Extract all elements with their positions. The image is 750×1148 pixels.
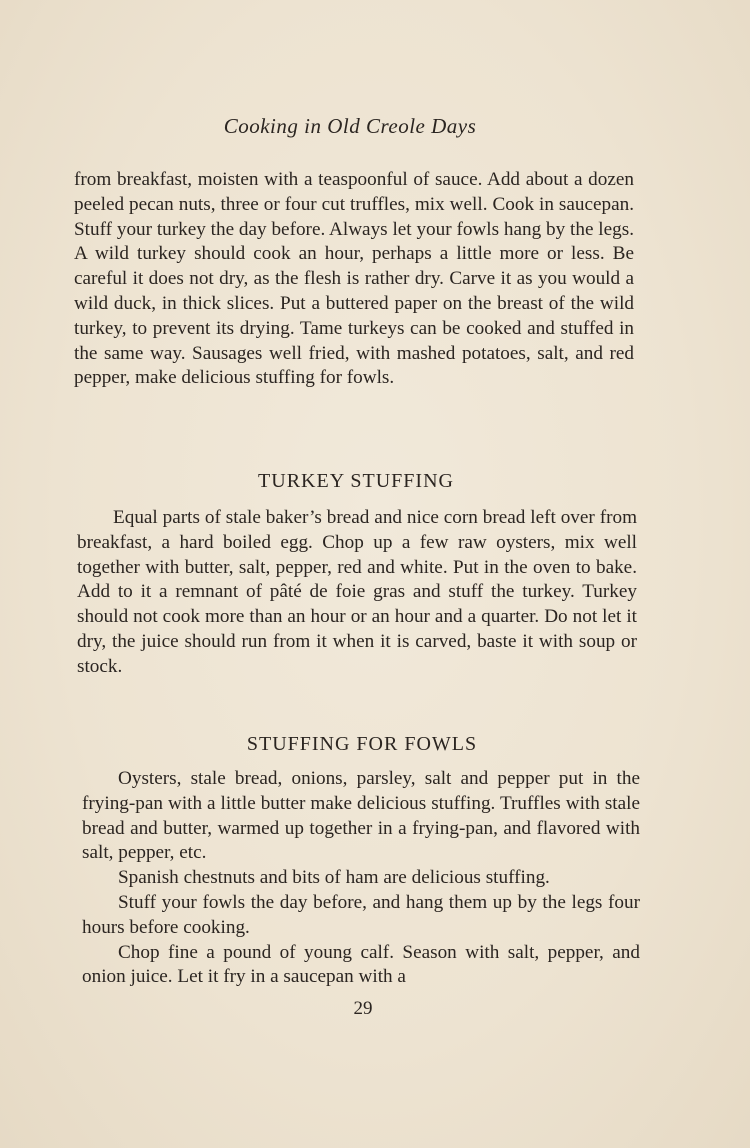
stuffing-for-fowls-text bbox=[82, 767, 640, 990]
section-heading-turkey-stuffing: TURKEY STUFFING bbox=[258, 470, 454, 492]
intro-text bbox=[74, 168, 634, 391]
paragraph: Spanish chestnuts and bits of ham are delicious stuffing. bbox=[118, 867, 550, 889]
running-header: Cooking in Old Creole Days bbox=[223, 114, 477, 138]
intro-paragraph: from breakfast, moisten with a teaspoonful of sauce. Add about a dozen peeled pecan nuts, three or four cut truffles, mix well. Cook in saucepan. Stuff your turkey the day before. Always let your fowls hang by the legs. A wild turkey should cook an hour, perhaps a little more or less. Be careful it does not dry, as the flesh is rather dry. Carve it as you would a wild duck, in thick slices. Put a buttered paper on the breast of the wild turkey, to prevent its drying. Tame turkeys can be cooked and stuffed in the same way. Sausages well fried, with mashed potatoes, salt, and red pepper, make delicious stuffing for fowls. bbox=[74, 169, 634, 389]
paragraph: Oysters, stale bread, onions, parsley, salt and pepper put in the frying-pan with a little butter make delicious stuffing. Truffles with stale bread and butter, warmed up together in a frying-pan, and flavored with salt, pepper, etc. bbox=[82, 768, 640, 864]
section-heading-stuffing-for-fowls: STUFFING FOR FOWLS bbox=[246, 733, 478, 755]
page-number: 29 bbox=[353, 998, 373, 1019]
paragraph: Stuff your fowls the day before, and hang them up by the legs four hours before cooking. bbox=[82, 891, 640, 938]
paragraph: Equal parts of stale baker’s bread and nice corn bread left over from breakfast, a hard boiled egg. Chop up a few raw oysters, mix well together with butter, salt, pepper, red and white. Put in the oven to bake. Add to it a remnant of pâté de foie gras and stuff the turkey. Turkey should not cook more than an hour or an hour and a quarter. Do not let it dry, the juice should run from it when it is carved, baste it with soup or stock. bbox=[77, 507, 637, 677]
turkey-stuffing-text bbox=[77, 506, 637, 680]
paragraph: Chop fine a pound of young calf. Season with salt, pepper, and onion juice. Let it fry in a saucepan with a bbox=[82, 941, 640, 988]
